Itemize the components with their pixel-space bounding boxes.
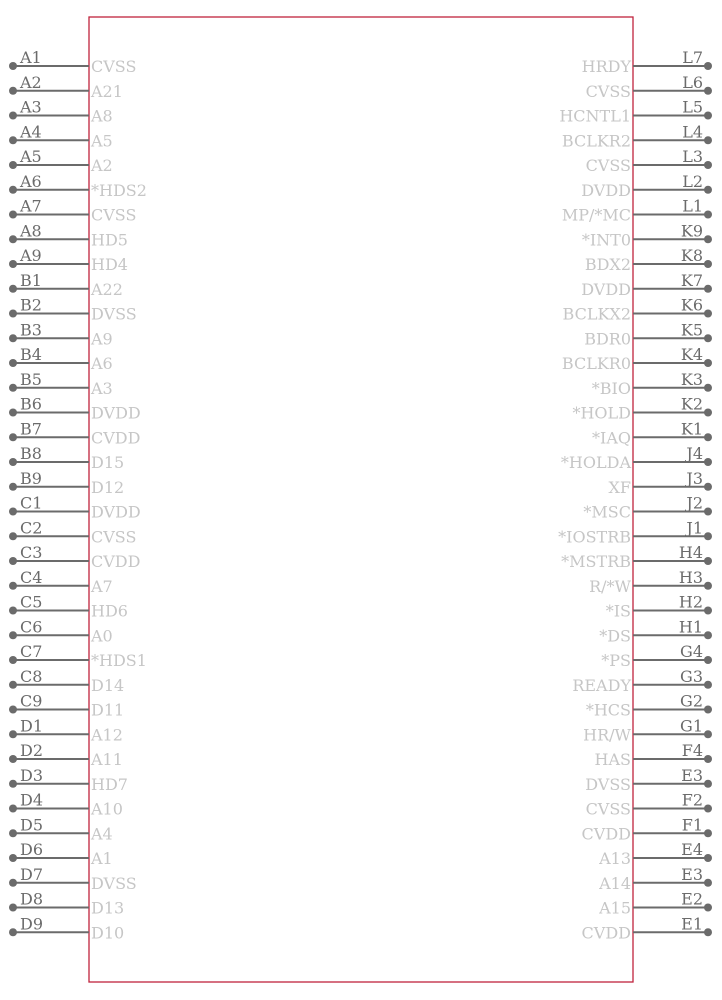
pin-number: H3 — [678, 567, 703, 587]
pin-name: A2 — [91, 156, 113, 175]
pin-endpoint-dot — [9, 359, 17, 367]
pin-name: CVDD — [91, 552, 141, 571]
pin-endpoint-dot — [704, 607, 712, 615]
pin-number: K6 — [680, 295, 703, 315]
pin-endpoint-dot — [704, 780, 712, 788]
pin-number: C3 — [20, 543, 43, 562]
pin-number: L5 — [682, 97, 703, 117]
pin-endpoint-dot — [704, 87, 712, 95]
pin-number: G3 — [680, 666, 703, 686]
pin-endpoint-dot — [9, 755, 17, 763]
pin-number: J4 — [686, 444, 703, 463]
pin-endpoint-dot — [704, 384, 712, 392]
pin-endpoint-dot — [9, 805, 17, 813]
pin-number: A4 — [20, 122, 42, 142]
pin-name: A3 — [91, 378, 113, 398]
pin-endpoint-dot — [9, 706, 17, 714]
pin-number: F1 — [681, 815, 703, 835]
pin-name: A21 — [91, 81, 123, 101]
pin-endpoint-dot — [9, 211, 17, 219]
pin-endpoint-dot — [704, 730, 712, 738]
pin-name: BDR0 — [584, 329, 631, 349]
pin-endpoint-dot — [704, 235, 712, 243]
pin-name: HRDY — [581, 57, 631, 76]
pin-endpoint-dot — [704, 829, 712, 837]
pin-number: C4 — [20, 567, 43, 587]
pin-name: DVSS — [91, 873, 137, 893]
pin-endpoint-dot — [9, 161, 17, 169]
pin-number: L4 — [682, 122, 703, 142]
pin-name: *HOLDA — [560, 453, 631, 472]
pin-name: *HDS1 — [91, 651, 147, 670]
pin-number: D2 — [20, 741, 44, 760]
pin-endpoint-dot — [9, 260, 17, 268]
pin-name: CVSS — [585, 81, 631, 101]
pin-number: K2 — [680, 394, 703, 414]
pin-name: A6 — [91, 354, 113, 373]
pin-e1 — [582, 914, 712, 942]
pin-number: A9 — [20, 246, 42, 265]
pin-name: *HOLD — [572, 403, 631, 423]
pin-name: BCLKR2 — [561, 131, 631, 151]
pin-number: H1 — [678, 617, 703, 637]
pin-number: K3 — [680, 369, 703, 389]
pin-endpoint-dot — [704, 483, 712, 491]
pin-number: D7 — [20, 864, 44, 884]
pin-name: DVSS — [91, 304, 137, 324]
pin-number: J3 — [686, 468, 703, 488]
pin-number: G1 — [680, 716, 703, 736]
pin-name: A13 — [599, 849, 631, 868]
pin-name: A10 — [91, 799, 123, 819]
pin-name: A7 — [91, 576, 113, 596]
pin-endpoint-dot — [704, 458, 712, 466]
pin-endpoint-dot — [9, 384, 17, 392]
pin-endpoint-dot — [9, 334, 17, 342]
pin-name: A11 — [91, 750, 123, 769]
pin-number: B5 — [20, 369, 42, 389]
pin-endpoint-dot — [704, 161, 712, 169]
pin-name: CVSS — [585, 156, 631, 175]
pin-name: A0 — [91, 626, 113, 646]
pin-endpoint-dot — [9, 136, 17, 144]
pin-number: C1 — [20, 493, 43, 513]
pin-number: D8 — [20, 889, 44, 909]
pin-name: HCNTL1 — [559, 106, 631, 126]
pin-name: D12 — [91, 477, 125, 497]
pin-endpoint-dot — [9, 631, 17, 639]
pin-endpoint-dot — [704, 260, 712, 268]
left-pin-group — [9, 48, 147, 942]
pin-number: B6 — [20, 394, 42, 414]
pin-name: A1 — [91, 849, 113, 868]
pin-endpoint-dot — [9, 532, 17, 540]
pin-endpoint-dot — [9, 904, 17, 912]
pin-endpoint-dot — [9, 879, 17, 887]
pin-endpoint-dot — [9, 780, 17, 788]
pin-name: A9 — [91, 329, 113, 349]
pin-name: *BIO — [591, 378, 631, 398]
pin-endpoint-dot — [9, 829, 17, 837]
pin-number: D9 — [20, 914, 44, 934]
pin-number: A3 — [20, 97, 42, 117]
pin-endpoint-dot — [704, 334, 712, 342]
pin-endpoint-dot — [704, 656, 712, 664]
pin-name: HD5 — [91, 230, 128, 250]
pin-endpoint-dot — [9, 681, 17, 689]
pin-endpoint-dot — [9, 87, 17, 95]
pin-number: G4 — [680, 642, 703, 661]
pin-name: CVSS — [91, 527, 137, 547]
pin-name: DVDD — [91, 502, 141, 522]
pin-number: B1 — [20, 270, 42, 290]
pin-endpoint-dot — [9, 433, 17, 441]
pin-endpoint-dot — [704, 186, 712, 194]
pin-name: BDX2 — [584, 255, 631, 274]
pin-endpoint-dot — [704, 433, 712, 441]
pin-endpoint-dot — [9, 557, 17, 565]
pin-endpoint-dot — [704, 755, 712, 763]
pin-endpoint-dot — [9, 112, 17, 120]
pin-name: BCLKX2 — [562, 304, 631, 324]
pin-number: K1 — [680, 419, 703, 439]
pin-name: DVSS — [585, 774, 631, 794]
pin-endpoint-dot — [9, 235, 17, 243]
pin-number: C2 — [20, 518, 43, 538]
pin-name: *PS — [601, 651, 631, 670]
pin-number: B9 — [20, 468, 42, 488]
ic-body-outline — [89, 17, 633, 982]
pin-number: F4 — [681, 741, 703, 760]
pin-number: J1 — [686, 518, 703, 538]
pin-endpoint-dot — [704, 285, 712, 293]
pin-endpoint-dot — [704, 136, 712, 144]
pin-endpoint-dot — [704, 211, 712, 219]
pin-number: A1 — [20, 48, 42, 67]
pin-endpoint-dot — [704, 706, 712, 714]
pin-name: D13 — [91, 898, 125, 918]
pin-endpoint-dot — [9, 310, 17, 318]
pin-name: A12 — [91, 725, 123, 745]
pin-number: B2 — [20, 295, 42, 315]
pin-endpoint-dot — [9, 854, 17, 862]
pin-name: *IAQ — [592, 428, 631, 448]
pin-name: HD7 — [91, 774, 128, 794]
pin-number: E2 — [681, 889, 703, 909]
pin-number: D3 — [20, 765, 44, 785]
pin-number: L1 — [682, 196, 703, 216]
pin-name: R/*W — [589, 576, 631, 596]
pin-number: A8 — [20, 221, 42, 241]
pin-number: D6 — [20, 840, 44, 859]
pin-endpoint-dot — [9, 730, 17, 738]
pin-endpoint-dot — [704, 854, 712, 862]
pin-name: A8 — [91, 106, 113, 126]
pin-endpoint-dot — [9, 508, 17, 516]
pin-endpoint-dot — [704, 582, 712, 590]
pin-number: K9 — [680, 221, 703, 241]
pin-endpoint-dot — [9, 928, 17, 936]
pin-number: F2 — [681, 790, 703, 810]
pin-number: C9 — [20, 691, 43, 711]
pin-endpoint-dot — [9, 483, 17, 491]
pin-endpoint-dot — [704, 359, 712, 367]
right-pin-group — [558, 48, 712, 942]
pin-endpoint-dot — [9, 656, 17, 664]
pin-name: DVDD — [581, 180, 631, 200]
pin-name: A15 — [599, 898, 631, 918]
pin-name: *IOSTRB — [558, 527, 631, 547]
pin-name: A14 — [599, 873, 631, 893]
pin-endpoint-dot — [704, 928, 712, 936]
pin-number: K7 — [680, 270, 703, 290]
pin-name: HD6 — [91, 601, 128, 621]
pin-name: *MSTRB — [561, 552, 631, 571]
pin-name: *DS — [599, 626, 631, 646]
pin-endpoint-dot — [704, 904, 712, 912]
pin-endpoint-dot — [704, 112, 712, 120]
pin-endpoint-dot — [704, 409, 712, 417]
pin-number: L7 — [682, 48, 703, 67]
pin-name: *HDS2 — [91, 180, 147, 200]
pin-number: L3 — [682, 147, 703, 166]
pin-name: *IS — [605, 601, 631, 621]
pin-name: D15 — [91, 453, 125, 472]
pin-endpoint-dot — [704, 681, 712, 689]
pin-name: CVDD — [581, 923, 631, 943]
pin-endpoint-dot — [9, 186, 17, 194]
pin-name: A4 — [91, 824, 113, 844]
pin-name: CVSS — [91, 57, 137, 76]
pin-name: DVDD — [91, 403, 141, 423]
pin-number: E3 — [681, 864, 703, 884]
pin-name: BCLKR0 — [561, 354, 631, 373]
pin-number: B4 — [20, 345, 42, 364]
pin-number: E1 — [681, 914, 703, 934]
pin-number: C5 — [20, 592, 43, 612]
pin-number: K5 — [680, 320, 703, 340]
pin-name: CVDD — [91, 428, 141, 448]
pin-number: C6 — [20, 617, 43, 637]
pin-endpoint-dot — [704, 508, 712, 516]
pin-name: HAS — [594, 750, 631, 769]
pin-name: A22 — [91, 279, 123, 299]
pin-number: D1 — [20, 716, 44, 736]
pin-name: A5 — [91, 131, 113, 151]
pin-number: L6 — [682, 72, 703, 92]
pin-name: HR/W — [583, 725, 631, 745]
pin-number: K4 — [680, 345, 703, 364]
pin-number: E4 — [681, 840, 703, 859]
pin-endpoint-dot — [9, 582, 17, 590]
pin-number: A6 — [20, 171, 42, 191]
pin-name: *HCS — [585, 700, 631, 720]
pin-name: D11 — [91, 700, 125, 720]
pin-number: B8 — [20, 444, 42, 463]
pin-number: A5 — [20, 147, 42, 166]
pin-name: CVDD — [581, 824, 631, 844]
pin-name: XF — [608, 477, 631, 497]
pin-name: CVSS — [585, 799, 631, 819]
pin-endpoint-dot — [704, 557, 712, 565]
pin-endpoint-dot — [704, 62, 712, 70]
pin-number: C7 — [20, 642, 43, 661]
pin-name: READY — [572, 675, 631, 695]
pin-name: *MSC — [583, 502, 631, 522]
pin-name: MP/*MC — [561, 205, 631, 225]
pin-number: A7 — [20, 196, 42, 216]
pin-endpoint-dot — [9, 607, 17, 615]
pin-endpoint-dot — [9, 458, 17, 466]
pin-number: H4 — [678, 543, 703, 562]
pin-number: J2 — [686, 493, 703, 513]
pin-number: E3 — [681, 765, 703, 785]
pin-number: H2 — [678, 592, 703, 612]
pin-endpoint-dot — [704, 879, 712, 887]
pin-number: C8 — [20, 666, 43, 686]
pin-endpoint-dot — [9, 285, 17, 293]
pin-endpoint-dot — [704, 532, 712, 540]
pin-number: B7 — [20, 419, 42, 439]
pin-number: G2 — [680, 691, 703, 711]
pin-name: *INT0 — [581, 230, 631, 250]
pin-number: K8 — [680, 246, 703, 265]
pin-endpoint-dot — [704, 805, 712, 813]
pin-number: L2 — [682, 171, 703, 191]
pin-number: D4 — [20, 790, 44, 810]
pin-d9 — [9, 914, 124, 942]
pin-number: B3 — [20, 320, 42, 340]
pin-endpoint-dot — [704, 631, 712, 639]
pin-name: HD4 — [91, 255, 128, 274]
pin-name: DVDD — [581, 279, 631, 299]
pin-endpoint-dot — [9, 409, 17, 417]
pin-name: CVSS — [91, 205, 137, 225]
pin-endpoint-dot — [704, 310, 712, 318]
pin-name: D10 — [91, 923, 125, 943]
pin-endpoint-dot — [9, 62, 17, 70]
pin-number: D5 — [20, 815, 44, 835]
pin-number: A2 — [20, 72, 42, 92]
pin-name: D14 — [91, 675, 125, 695]
